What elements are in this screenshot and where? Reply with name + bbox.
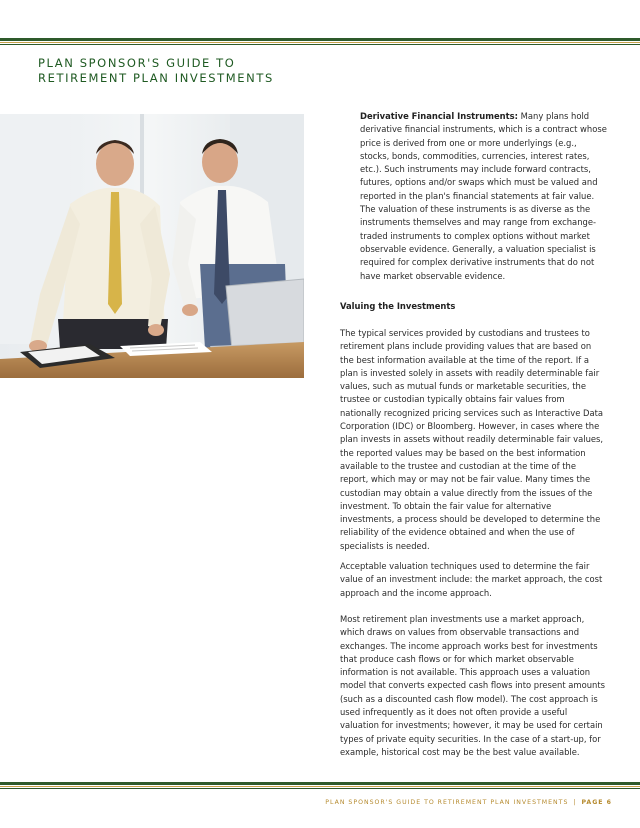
header-title-line-2: RETIREMENT PLAN INVESTMENTS [38,71,274,85]
paragraph-text: Acceptable valuation techniques used to determine the fair value of an investment include: the market approach, the cost approach and the income approach. [340,561,603,598]
page-number: PAGE 6 [581,799,612,806]
body-paragraph-3 [340,613,605,759]
page-footer [325,799,612,806]
derivative-instruments-paragraph [360,110,608,283]
derivative-text: Many plans hold derivative financial instruments, which is a contract whose price is derived from one or more underlyings (e.g., stocks, bonds, commodities, currencies, interest rates, etc.). Such instruments may include forward contracts, futures, options and/or swaps which must be valued and reported in the plan's financial statements at fair value. The valuation of these instruments is as diverse as the instruments themselves and may range from exchange-traded instruments to complex options without market observable evidence. Generally, a valuation specialist is required for complex derivative instruments that do not have market observable evidence. [360,111,607,281]
paragraph-text: The typical services provided by custodians and trustees to retirement plans include providing values that are based on the best information available at the time of the report. If a plan is invested solely in assets with readily determinable fair values, such as mutual funds or marketable securities, the trustee or custodian typically obtains fair values from nationally recognized pricing services such as Interactive Data Corporation (IDC) or Bloomberg. However, in cases where the plan invests in assets without readily determinable fair values, the reported values may be based on the best information available to the trustee and custodian at the time of the report, which may or may not be fair value. Many times the custodian may obtain a value directly from the issues of the investment. To obtain the fair value for alternative investments, a process should be developed to determine the reliability of the evidence obtained and when the use of specialists is needed. [340,328,604,551]
body-paragraph-1 [340,327,605,553]
section-heading: Valuing the Investments [340,301,456,311]
paragraph-text: Most retirement plan investments use a market approach, which draws on values from observable transactions and exchanges. The income approach works best for investments that produce cash flows or for which market observable information is not available. This approach uses a valuation model that converts expected cash flows into present amounts (such as a discounted cash flow model). The cost approach is used infrequently as it does not often provide a useful valuation for investments; however, it may be used for certain types of private equity securities. In the case of a start-up, for example, historical cost may be the best value available. [340,614,605,757]
derivative-lead: Derivative Financial Instruments: [360,111,518,121]
business-meeting-photo [0,114,304,378]
header-title-line-1: PLAN SPONSOR'S GUIDE TO [38,56,236,70]
footer-title: PLAN SPONSOR'S GUIDE TO RETIREMENT PLAN INVESTMENTS [325,799,569,806]
page-header-title [38,56,274,86]
footer-separator: | [573,799,577,806]
body-paragraph-2 [340,560,605,600]
